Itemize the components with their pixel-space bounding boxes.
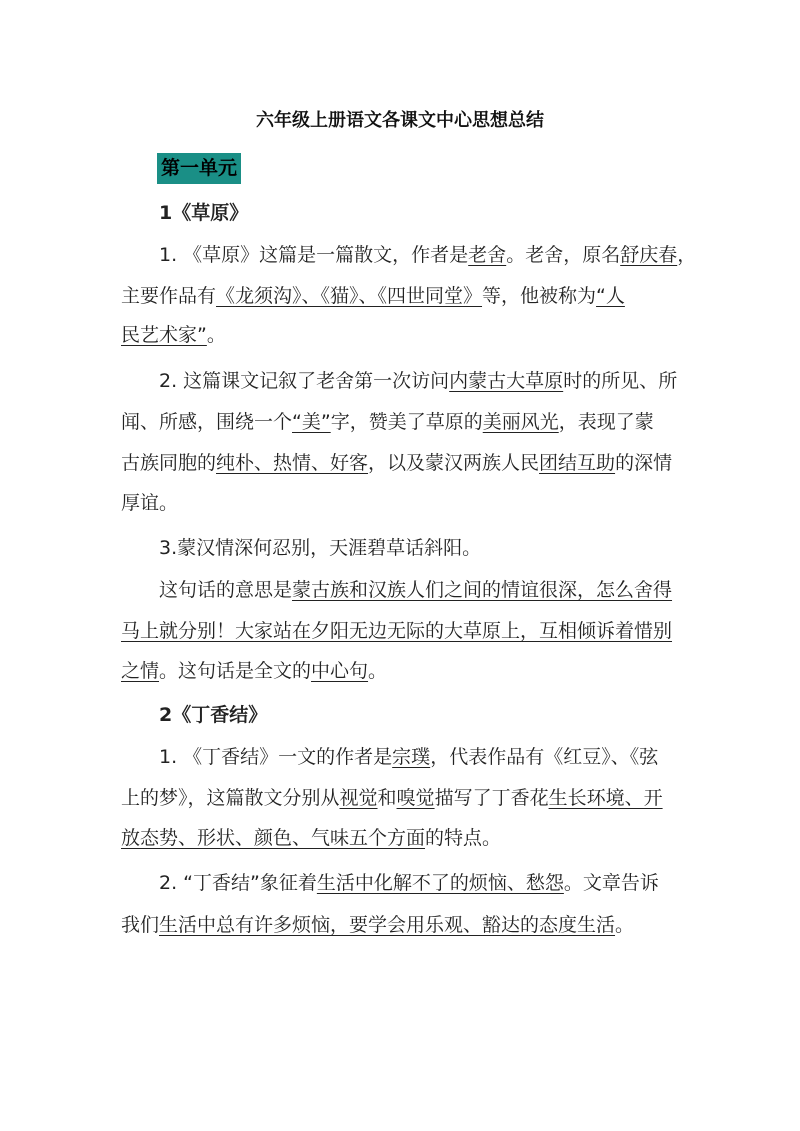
paragraph-line: 我们生活中总有许多烦恼，要学会用乐观、豁达的态度生活。 [121,914,635,936]
paragraph-line: 厚谊。 [121,492,179,514]
paragraph-line: 这句话的意思是蒙古族和汉族人们之间的情谊很深，怎么舍得 [159,579,673,601]
paragraph-line: 2. “丁香结”象征着生活中化解不了的烦恼、愁怨。文章告诉 [159,872,659,894]
paragraph-line: 1. 《草原》这篇是一篇散文，作者是老舍。老舍，原名舒庆春， [159,244,697,266]
section-label: 第一单元 [157,153,241,184]
quote-line: 3.蒙汉情深何忍别，天涯碧草话斜阳。 [159,537,482,559]
paragraph-line: 2. 这篇课文记叙了老舍第一次访问内蒙古大草原时的所见、所 [159,370,678,392]
paragraph-line: 放态势、形状、颜色、气味五个方面的特点。 [121,827,502,849]
paragraph-line: 1. 《丁香结》一文的作者是宗璞，代表作品有《红豆》、《弦 [159,746,659,768]
document-title: 六年级上册语文各课文中心思想总结 [256,110,544,131]
paragraph-line: 闻、所感，围绕一个“美”字，赞美了草原的美丽风光，表现了蒙 [121,411,654,433]
lesson-heading: 2《丁香结》 [159,704,268,726]
paragraph-line: 之情。这句话是全文的中心句。 [121,660,388,682]
paragraph-line: 马上就分别！大家站在夕阳无边无际的大草原上，互相倾诉着惜别 [121,620,673,642]
lesson-heading: 1《草原》 [159,202,249,224]
paragraph-line: 民艺术家”。 [121,324,226,346]
paragraph-line: 主要作品有《龙须沟》、《猫》、《四世同堂》等，他被称为“人 [121,285,625,307]
paragraph-line: 古族同胞的纯朴、热情、好客，以及蒙汉两族人民团结互助的深情 [121,452,673,474]
paragraph-line: 上的梦》，这篇散文分别从视觉和嗅觉描写了丁香花生长环境、开 [121,787,663,809]
